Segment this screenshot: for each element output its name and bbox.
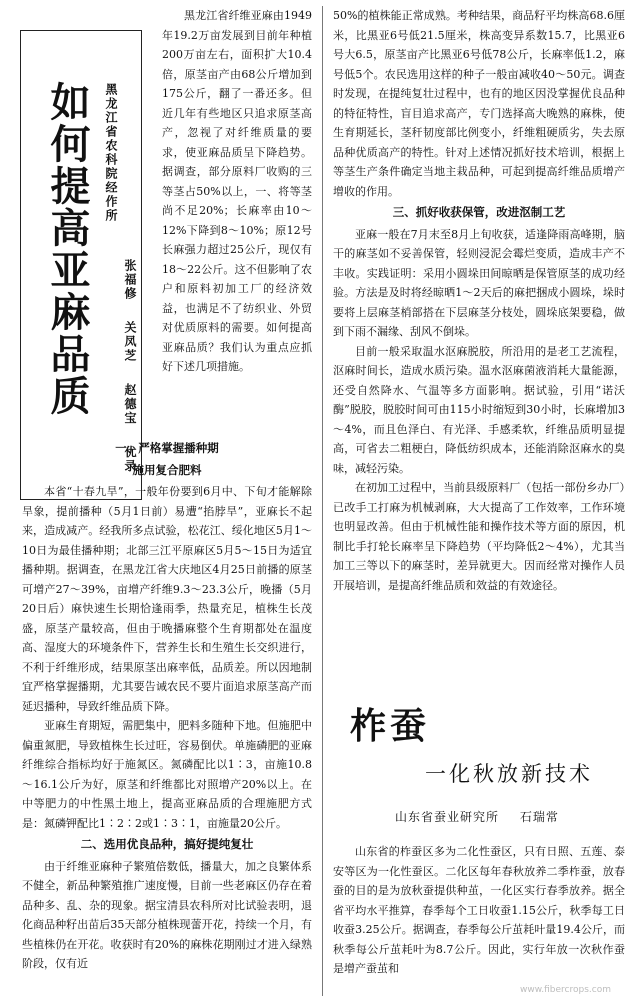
paragraph: 亚麻生育期短，需肥集中，肥料多随种下地。但施肥中偏重氮肥，导致植株生长过旺，容易倒伏。单施磷肥的亚麻纤维综合指标均好于施氮区。氮磷配比以1∶3，亩施10.8～16.1公斤为好，原茎和纤维都比对照增产20%以上。在中等肥力的中性黑土地上，提高亚麻品质的合理施肥方式是：氮磷钾配比1∶2∶2或1∶3∶1，亩施量20公斤。 (22, 719, 312, 830)
paragraph: 本省“十春九旱”，一般年份要到6月中、下旬才能解除旱象，提前播种（5月1日前）易遭“掐脖旱”，亚麻长不起来，造成减产。经我所多点试验，松花江、绥化地区5月1～10日为最佳播种期；北部三江平原麻区5月5～15日为适宜播种期。据调查，在黑龙江省大庆地区4月25日前播的原茎可增产27～39%，亩增产纤维9.3～23.3公斤，晚播（5月20日后）麻快速生长期恰逢雨季，热量充足，植株生长茂盛，原茎产量较高，但由于晚播麻整个生育期都处在温度高、湿度大的环境条件下，营养生长和生殖生长交织进行，不利于纤维形成，结果原茎出麻率低，品质差。所以因地制宜严格掌握播期，尤其要告诫农民不要片面追求原茎高产而延迟播种，导致纤维品质下降。 (22, 485, 312, 713)
paragraph: 50%的植株能正常成熟。考种结果，商品籽平均株高68.6厘米，比黑亚6号低21.5厘米，株高变异系数15.7，比黑亚6号大6.5，原茎亩产比黑亚6号低78公斤，长麻率低1.2，麻号低5个。农民选用这样的种子一般亩减收40～50元。调查时发现，在提纯复壮过程中，也有的地区因没掌握优良品种的特征特性，盲目追求高产，专门选择高大晚熟的麻株，使生育期延长，茎秆韧度部比例变小，纤维粗硬质劣，失去原品种优质高产的特性。针对上述情况抓好技术培训，根据上等茎生产条件确定当地主栽品种，可起到提高纤维品质增产增收的作用。 (333, 9, 625, 198)
second-article-byline: 山东省蚕业研究所 石瑞常 (395, 810, 559, 824)
second-article-subtitle: 一化秋放新技术 (425, 762, 593, 786)
second-article-title: 柞蚕 (350, 705, 431, 747)
section-heading: 二、选用优良品种，搞好提纯复壮 (80, 837, 254, 851)
watermark-text: www.fibercrops.com (520, 985, 611, 995)
right-body-column (333, 6, 625, 595)
article-title: 如何提高亚麻品质 (44, 81, 91, 417)
paragraph: 在初加工过程中，当前县级原料厂（包括一部份乡办厂）已改手工打麻为机械剥麻，大大提高了工作效率，工作环境也明显改善。但由于机械性能和操作技术等方面的原因，机制比手打轮长麻率呈下降趋势（平均降低2～4%），尤其当加工三等以下的麻茎时，差异就更大。因而经常对操作人员开展培训，是提高纤维品质和效益的有效途径。 (333, 481, 625, 592)
paragraph: 黑龙江省纤维亚麻由1949年19.2万亩发展到目前年种植200万亩左右，面积扩大10.4倍，原茎亩产由68公斤增加到175公斤，翻了一番还多。但近几年有些地区只追求原茎高产，忽视了对纤维质量的要求，使亚麻品质呈下降趋势。据调查，部分原料厂收购的三等茎占50%以上，一、将等茎尚不足20%；长麻率由10～12%下降到8～10%；原12号长麻强力超过25公斤，现仅有18～22公斤。这不但影响了农户和原料初加工厂的经济效益，也满足不了纺织业、外贸对优质原料的需要。如何提高亚麻品质？我们认为重点应抓好下述几项措施。 (162, 9, 312, 373)
author-affiliation: 黑龙江省农科院经作所 (104, 83, 118, 223)
section-heading: 一、严格掌握播种期 (115, 441, 219, 455)
left-body-column (22, 437, 312, 974)
paragraph: 亚麻一般在7月末至8月上旬收获，适逢降雨高峰期，脑干的麻茎如不妥善保管，轻则浸泥会霉烂变质，造成丰产不丰收。实践证明：采用小圆垛田间晾晒是保管原茎的成功经验。方法是及时将经晾晒1～2天后的麻把捆成小圆垛，垛时要将上层麻茎梢部搭在下层麻茎分枝处，圆垛底架要稳，做到下雨不漏缘、刮风不倒垛。 (333, 227, 625, 338)
section-subheading: 施用复合肥料 (132, 462, 202, 477)
column-divider (322, 6, 323, 996)
article-title-box (20, 30, 142, 500)
paragraph: 目前一般采取温水沤麻脱胶，所沿用的是老工艺流程，沤麻时间长，造成水质污染。温水沤麻菌液消耗大量能源，还受自然降水、气温等多方面影响。据试验，引用“诺沃酶”脱胶，脱胶时间可由115小时缩短到30小时，长麻增加3～4%，而且色泽白、有光泽、手感柔软，纤维品质明显提高，可省去二粗梗白，降低纺织成本，还能消除沤麻水的臭味，减轻污染。 (333, 344, 625, 475)
paragraph: 由于纤维亚麻种子繁殖倍数低，播量大，加之良繁体系不健全，新品种繁殖推广速度慢，目前一些老麻区仍存在着品种多、乱、杂的现象。据宝清县农科所对比试验表明，退化商品种籽出苗后35天部分植株现蕾开花，持续一个月，有些植株仍在开花。收获时有20%的麻株花期刚过才进入绿熟阶段，仅有近 (22, 859, 312, 970)
author-names: 张福修 关凤芝 赵德宝 优录 (123, 259, 137, 474)
second-article-body (333, 842, 625, 979)
article-intro-column (162, 6, 312, 377)
section-heading: 三、抓好收获保管，改进沤制工艺 (392, 205, 566, 219)
paragraph: 山东省的柞蚕区多为二化性蚕区，只有日照、五莲、泰安等区为一化性蚕区。二化区每年春秋放养二季柞蚕，放春蚕的目的是为放秋蚕提供种茧，一化区实行春季放养。据全省平均水平推算，春季每个工日收蚕1.15公斤，秋季每工日收蚕3.25公斤。据调查，春季每公斤茧耗叶量19.4公斤，而秋季每公斤茧耗叶为8.7公斤。因此，实行年放一次秋作蚕是增产蚕茧和 (333, 845, 625, 975)
